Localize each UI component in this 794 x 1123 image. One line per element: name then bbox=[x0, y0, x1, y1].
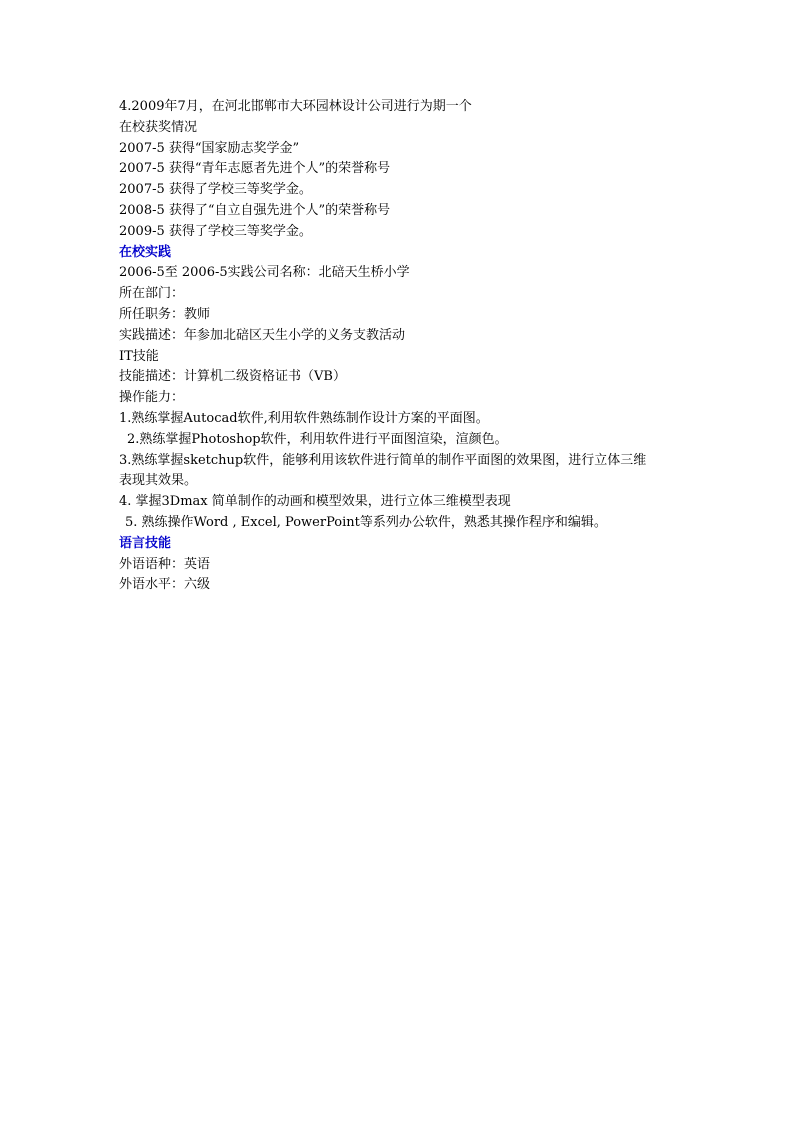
skill-item: 3.熟练掌握sketchup软件，能够利用该软件进行简单的制作平面图的效果图，进行立体三维 bbox=[119, 452, 647, 468]
operation-ability-label: 操作能力： bbox=[119, 390, 185, 406]
skill-item: 2.熟练掌握Photoshop软件，利用软件进行平面图渲染，渲颜色。 bbox=[127, 431, 508, 447]
practice-description: 实践描述：年参加北碚区天生小学的义务支教活动 bbox=[119, 327, 406, 343]
skill-item: 5. 熟练操作Word , Excel, PowerPoint等系列办公软件，熟悉其操作程序和编辑。 bbox=[125, 514, 607, 530]
award-item: 2007-5 获得“青年志愿者先进个人”的荣誉称号 bbox=[119, 161, 391, 177]
skill-item: 1.熟练掌握Autocad软件,利用软件熟练制作设计方案的平面图。 bbox=[119, 410, 489, 426]
section-heading-language: 语言技能 bbox=[119, 535, 172, 551]
skill-item: 4. 掌握3Dmax 简单制作的动画和模型效果，进行立体三维模型表现 bbox=[119, 494, 511, 510]
section-heading-practice: 在校实践 bbox=[119, 244, 172, 260]
award-item: 2008-5 获得了“自立自强先进个人”的荣誉称号 bbox=[119, 202, 391, 218]
skill-description: 技能描述：计算机二级资格证书（VB） bbox=[119, 369, 346, 385]
language-type: 外语语种：英语 bbox=[119, 556, 211, 572]
internship-line: 4.2009年7月，在河北邯郸市大环园林设计公司进行为期一个 bbox=[119, 99, 472, 114]
practice-position: 所任职务：教师 bbox=[119, 306, 211, 322]
practice-department: 所在部门： bbox=[119, 286, 185, 302]
skill-item-continuation: 表现其效果。 bbox=[119, 473, 198, 489]
document-body bbox=[119, 97, 699, 596]
it-skills-subheading: IT技能 bbox=[119, 348, 159, 364]
award-item: 2007-5 获得“国家励志奖学金” bbox=[119, 140, 300, 156]
award-item: 2007-5 获得了学校三等奖学金。 bbox=[119, 182, 312, 198]
language-level: 外语水平：六级 bbox=[119, 577, 211, 593]
awards-subheading: 在校获奖情况 bbox=[119, 119, 198, 135]
award-item: 2009-5 获得了学校三等奖学金。 bbox=[119, 223, 312, 239]
practice-company: 2006-5至 2006-5实践公司名称：北碚天生桥小学 bbox=[119, 265, 410, 281]
